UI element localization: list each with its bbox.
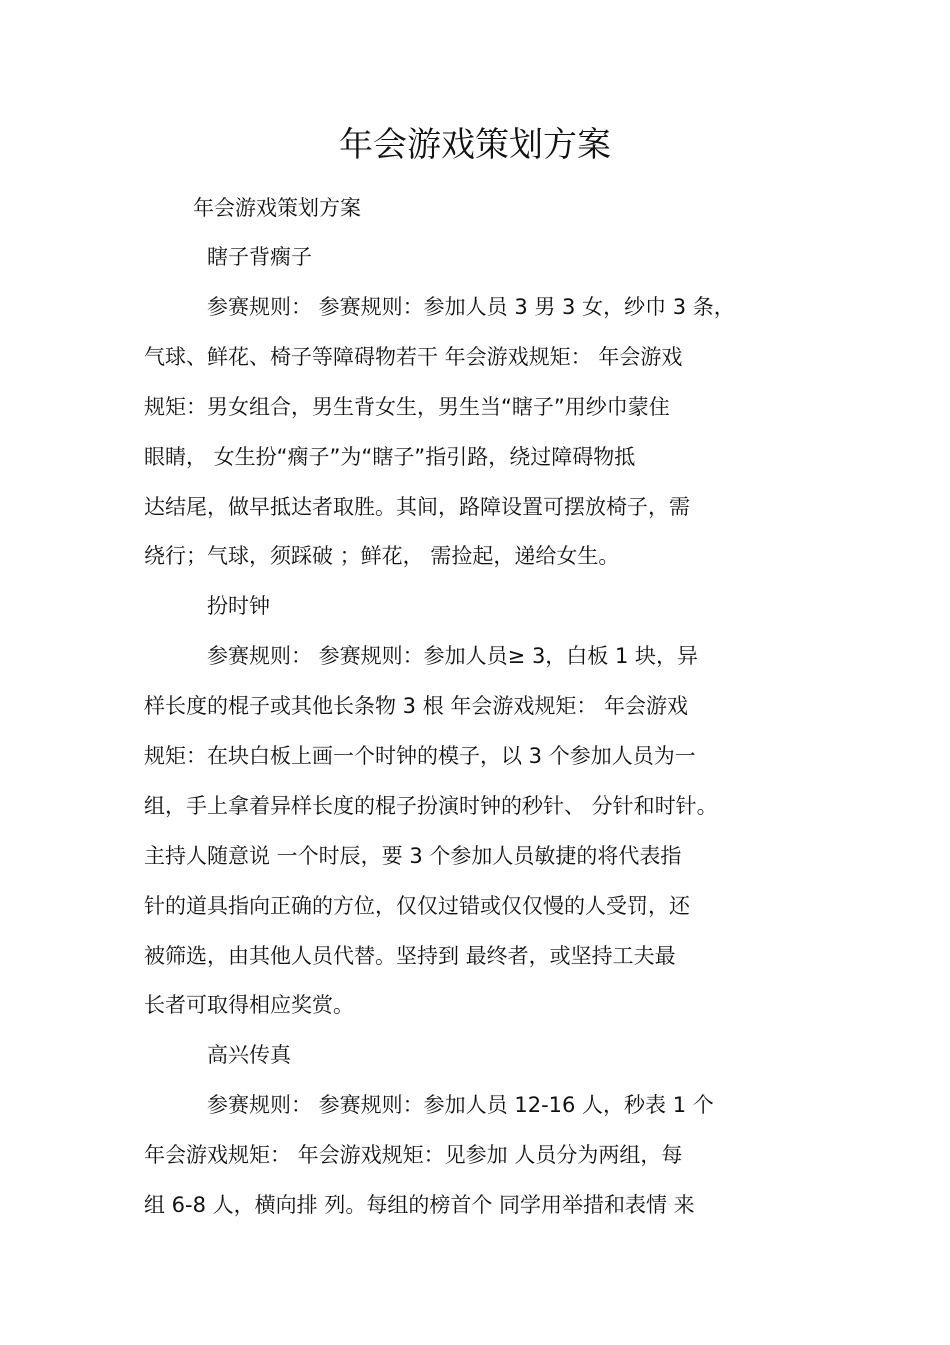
paragraph-line: 年会游戏规矩： 年会游戏规矩：见参加 人员分为两组，每 bbox=[144, 1143, 683, 1167]
paragraph-line: 样长度的棍子或其他长条物 3 根 年会游戏规矩： 年会游戏 bbox=[144, 694, 689, 718]
paragraph-line: 组，手上拿着异样长度的棍子扮演时钟的秒针、 分针和时针。 bbox=[144, 794, 718, 818]
paragraph-line: 组 6-8 人，横向排 列。每组的榜首个 同学用举措和表情 来 bbox=[144, 1193, 695, 1217]
paragraph-line: 眼睛， 女生扮“瘸子”为“瞎子”指引路，绕过障碍物抵 bbox=[144, 445, 636, 469]
paragraph-line: 被筛选，由其他人员代替。坚持到 最终者，或坚持工夫最 bbox=[144, 944, 676, 968]
paragraph-line: 绕行；气球，须踩破 ；鲜花， 需捡起，递给女生。 bbox=[144, 544, 620, 568]
paragraph-line: 参赛规则： 参赛规则：参加人员≥ 3，白板 1 块，异 bbox=[207, 644, 699, 668]
paragraph-line: 主持人随意说 一个时辰，要 3 个参加人员敏捷的将代表指 bbox=[144, 844, 682, 868]
section-heading: 瞎子背瘸子 bbox=[207, 245, 312, 269]
paragraph-line: 达结尾，做早抵达者取胜。其间，路障设置可摆放椅子，需 bbox=[144, 495, 690, 519]
section-heading: 扮时钟 bbox=[207, 594, 270, 618]
paragraph-line: 规矩：男女组合，男生背女生，男生当“瞎子”用纱巾蒙住 bbox=[144, 395, 670, 419]
paragraph-line: 针的道具指向正确的方位，仅仅过错或仅仅慢的人受罚，还 bbox=[144, 894, 690, 918]
paragraph-line: 参赛规则： 参赛规则：参加人员 3 男 3 女，纱巾 3 条， bbox=[207, 295, 735, 319]
paragraph-line: 长者可取得相应奖赏。 bbox=[144, 993, 354, 1017]
section-heading: 高兴传真 bbox=[207, 1043, 291, 1067]
document-subtitle: 年会游戏策划方案 bbox=[193, 196, 361, 220]
document-title: 年会游戏策划方案 bbox=[339, 125, 611, 165]
paragraph-line: 气球、鲜花、椅子等障碍物若干 年会游戏规矩： 年会游戏 bbox=[144, 345, 683, 369]
paragraph-line: 规矩：在块白板上画一个时钟的模子，以 3 个参加人员为一 bbox=[144, 744, 696, 768]
paragraph-line: 参赛规则： 参赛规则：参加人员 12-16 人，秒表 1 个 bbox=[207, 1093, 714, 1117]
